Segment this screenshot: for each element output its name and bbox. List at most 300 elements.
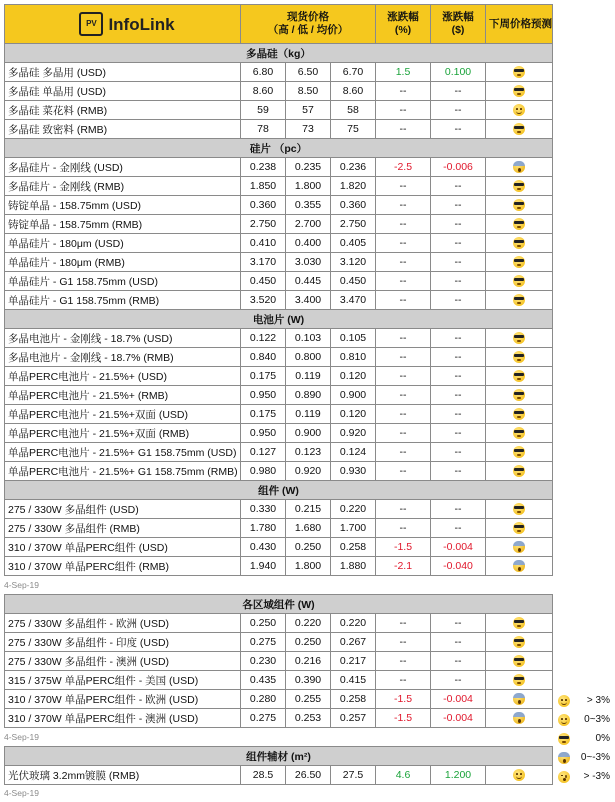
- product-name: 铸锭单晶 - 158.75mm (USD): [5, 196, 241, 215]
- price-high: 0.127: [241, 443, 286, 462]
- price-avg: 0.900: [331, 386, 376, 405]
- change-percent: --: [376, 500, 431, 519]
- table-row: [5, 348, 553, 367]
- price-avg: 0.124: [331, 443, 376, 462]
- price-low: 0.355: [286, 196, 331, 215]
- price-low: 0.119: [286, 405, 331, 424]
- scream-face-icon: [513, 161, 525, 173]
- table-row: [5, 462, 553, 481]
- product-name: 275 / 330W 多晶组件 (USD): [5, 500, 241, 519]
- price-high: 0.840: [241, 348, 286, 367]
- price-avg: 3.120: [331, 253, 376, 272]
- table-row: [5, 177, 553, 196]
- tired-face-icon: [558, 771, 570, 783]
- change-percent: --: [376, 177, 431, 196]
- price-high: 2.750: [241, 215, 286, 234]
- product-name: 单晶硅片 - 180μm (RMB): [5, 253, 241, 272]
- product-name: 275 / 330W 多晶组件 - 欧洲 (USD): [5, 614, 241, 633]
- product-name: 多晶电池片 - 金刚线 - 18.7% (RMB): [5, 348, 241, 367]
- table-row: [5, 519, 553, 538]
- price-low: 0.220: [286, 614, 331, 633]
- change-percent: --: [376, 272, 431, 291]
- price-low: 6.50: [286, 63, 331, 82]
- table-header-row: [5, 5, 553, 44]
- table-row: [5, 367, 553, 386]
- change-amount: --: [431, 291, 486, 310]
- change-percent: --: [376, 405, 431, 424]
- price-low: 0.119: [286, 367, 331, 386]
- legend-item: [556, 732, 614, 746]
- forecast-cell: [486, 329, 553, 348]
- spot-price-header: [241, 5, 376, 44]
- change-percent: --: [376, 671, 431, 690]
- cool-face-icon: [513, 389, 525, 401]
- pv-logo-icon: PV: [79, 12, 103, 36]
- change-percent: --: [376, 633, 431, 652]
- price-high: 8.60: [241, 82, 286, 101]
- table-row: [5, 500, 553, 519]
- forecast-cell: [486, 253, 553, 272]
- price-high: 59: [241, 101, 286, 120]
- change-amount: 0.100: [431, 63, 486, 82]
- price-avg: 0.220: [331, 500, 376, 519]
- cool-face-icon: [513, 370, 525, 382]
- cool-face-icon: [513, 617, 525, 629]
- price-high: 0.275: [241, 709, 286, 728]
- price-low: 0.920: [286, 462, 331, 481]
- table-row: [5, 709, 553, 728]
- price-low: 1.800: [286, 557, 331, 576]
- forecast-cell: [486, 291, 553, 310]
- change-amount: --: [431, 82, 486, 101]
- product-name: 310 / 370W 单晶PERC组件 (USD): [5, 538, 241, 557]
- change-percent: 1.5: [376, 63, 431, 82]
- forecast-cell: [486, 101, 553, 120]
- change-percent: -1.5: [376, 538, 431, 557]
- price-low: 0.400: [286, 234, 331, 253]
- price-high: 6.80: [241, 63, 286, 82]
- table-row: [5, 671, 553, 690]
- change-amount: --: [431, 367, 486, 386]
- product-name: 310 / 370W 单晶PERC组件 (RMB): [5, 557, 241, 576]
- price-avg: 75: [331, 120, 376, 139]
- date-label: 4-Sep-19: [4, 580, 39, 590]
- section-title: 电池片 (W): [5, 310, 553, 329]
- price-low: 3.400: [286, 291, 331, 310]
- change-percent: --: [376, 614, 431, 633]
- price-avg: 0.415: [331, 671, 376, 690]
- table-row: [5, 253, 553, 272]
- product-name: 单晶PERC电池片 - 21.5%+ G1 158.75mm (USD): [5, 443, 241, 462]
- price-low: 1.800: [286, 177, 331, 196]
- price-low: 0.890: [286, 386, 331, 405]
- table-row: [5, 443, 553, 462]
- table-row: [5, 614, 553, 633]
- price-high: 0.950: [241, 424, 286, 443]
- forecast-cell: [486, 462, 553, 481]
- change-amount: --: [431, 500, 486, 519]
- date-label: 4-Sep-19: [4, 788, 39, 798]
- cool-face-icon: [513, 503, 525, 515]
- forecast-cell: [486, 690, 553, 709]
- product-name: 单晶PERC电池片 - 21.5%+ (RMB): [5, 386, 241, 405]
- table-row: [5, 101, 553, 120]
- price-high: 0.122: [241, 329, 286, 348]
- cool-face-icon: [513, 408, 525, 420]
- change-amount: -0.040: [431, 557, 486, 576]
- price-avg: 8.60: [331, 82, 376, 101]
- change-percent: --: [376, 196, 431, 215]
- price-high: 0.280: [241, 690, 286, 709]
- change-amount: -0.004: [431, 690, 486, 709]
- price-low: 73: [286, 120, 331, 139]
- cool-face-icon: [513, 674, 525, 686]
- change-usd-header: [431, 5, 486, 44]
- smile-face-icon: [513, 769, 525, 781]
- price-avg: 0.920: [331, 424, 376, 443]
- cool-face-icon: [513, 85, 525, 97]
- product-name: 275 / 330W 多晶组件 (RMB): [5, 519, 241, 538]
- change-amount: --: [431, 633, 486, 652]
- product-name: 多晶硅 多晶用 (USD): [5, 63, 241, 82]
- section-header-row: [5, 44, 553, 63]
- price-avg: 58: [331, 101, 376, 120]
- table-row: [5, 329, 553, 348]
- cool-face-icon: [513, 275, 525, 287]
- table-row: [5, 766, 553, 785]
- cool-face-icon: [558, 733, 570, 745]
- price-high: 28.5: [241, 766, 286, 785]
- product-name: 315 / 375W 单晶PERC组件 - 美国 (USD): [5, 671, 241, 690]
- forecast-cell: [486, 538, 553, 557]
- forecast-cell: [486, 367, 553, 386]
- change-amount: --: [431, 519, 486, 538]
- change-percent: --: [376, 82, 431, 101]
- price-avg: 0.267: [331, 633, 376, 652]
- forecast-cell: [486, 234, 553, 253]
- price-avg: 0.450: [331, 272, 376, 291]
- cool-face-icon: [513, 66, 525, 78]
- table-row: [5, 405, 553, 424]
- forecast-cell: [486, 652, 553, 671]
- forecast-cell: [486, 443, 553, 462]
- price-high: 0.450: [241, 272, 286, 291]
- price-low: 0.445: [286, 272, 331, 291]
- cool-face-icon: [513, 427, 525, 439]
- forecast-cell: [486, 709, 553, 728]
- product-name: 铸锭单晶 - 158.75mm (RMB): [5, 215, 241, 234]
- change-percent: --: [376, 253, 431, 272]
- forecast-cell: [486, 500, 553, 519]
- price-avg: 0.120: [331, 367, 376, 386]
- table-row: [5, 196, 553, 215]
- legend-label: > -3%: [583, 771, 610, 782]
- price-low: 0.235: [286, 158, 331, 177]
- product-name: 275 / 330W 多晶组件 - 印度 (USD): [5, 633, 241, 652]
- change-amount: --: [431, 272, 486, 291]
- forecast-cell: [486, 215, 553, 234]
- forecast-cell: [486, 766, 553, 785]
- smile-face-icon: [513, 104, 525, 116]
- forecast-cell: [486, 633, 553, 652]
- legend-item: [556, 713, 614, 727]
- change-amount: 1.200: [431, 766, 486, 785]
- table-row: [5, 538, 553, 557]
- forecast-cell: [486, 272, 553, 291]
- date-label: 4-Sep-19: [4, 732, 39, 742]
- table-row: [5, 82, 553, 101]
- price-avg: 0.258: [331, 690, 376, 709]
- product-name: 多晶硅 菜花料 (RMB): [5, 101, 241, 120]
- product-name: 单晶PERC电池片 - 21.5%+双面 (USD): [5, 405, 241, 424]
- product-name: 单晶硅片 - G1 158.75mm (USD): [5, 272, 241, 291]
- section-title: 组件 (W): [5, 481, 553, 500]
- section-title: 硅片 （pc）: [5, 139, 553, 158]
- table-row: [5, 386, 553, 405]
- price-high: 0.238: [241, 158, 286, 177]
- table-row: [5, 690, 553, 709]
- change-percent: --: [376, 348, 431, 367]
- section-header-row: [5, 595, 553, 614]
- cool-face-icon: [513, 123, 525, 135]
- price-low: 8.50: [286, 82, 331, 101]
- price-high: 1.780: [241, 519, 286, 538]
- price-avg: 1.700: [331, 519, 376, 538]
- forecast-cell: [486, 82, 553, 101]
- price-avg: 0.257: [331, 709, 376, 728]
- change-percent: --: [376, 462, 431, 481]
- change-percent: --: [376, 652, 431, 671]
- price-high: 0.435: [241, 671, 286, 690]
- change-usd-unit: ($): [451, 24, 465, 36]
- change-pct-unit: (%): [394, 24, 412, 36]
- forecast-cell: [486, 405, 553, 424]
- forecast-cell: [486, 386, 553, 405]
- change-percent: -1.5: [376, 690, 431, 709]
- price-avg: 0.930: [331, 462, 376, 481]
- price-avg: 0.220: [331, 614, 376, 633]
- price-low: 0.390: [286, 671, 331, 690]
- price-low: 0.250: [286, 538, 331, 557]
- price-low: 0.215: [286, 500, 331, 519]
- forecast-header: 下周价格预测: [486, 5, 553, 44]
- price-avg: 0.360: [331, 196, 376, 215]
- legend-label: > 3%: [586, 695, 610, 706]
- change-amount: --: [431, 652, 486, 671]
- cool-face-icon: [513, 351, 525, 363]
- change-percent: -1.5: [376, 709, 431, 728]
- price-avg: 0.810: [331, 348, 376, 367]
- price-low: 2.700: [286, 215, 331, 234]
- table-row: [5, 234, 553, 253]
- price-low: 1.680: [286, 519, 331, 538]
- product-name: 275 / 330W 多晶组件 - 澳洲 (USD): [5, 652, 241, 671]
- scream-face-icon: [513, 560, 525, 572]
- price-avg: 0.405: [331, 234, 376, 253]
- section-header-row: [5, 747, 553, 766]
- change-amount: --: [431, 215, 486, 234]
- price-high: 1.940: [241, 557, 286, 576]
- price-low: 0.800: [286, 348, 331, 367]
- product-name: 单晶PERC电池片 - 21.5%+ (USD): [5, 367, 241, 386]
- price-low: 0.253: [286, 709, 331, 728]
- price-high: 0.980: [241, 462, 286, 481]
- price-avg: 0.217: [331, 652, 376, 671]
- change-amount: --: [431, 329, 486, 348]
- price-low: 0.123: [286, 443, 331, 462]
- forecast-cell: [486, 63, 553, 82]
- cool-face-icon: [513, 655, 525, 667]
- cool-face-icon: [513, 522, 525, 534]
- logo: [5, 5, 241, 44]
- price-low: 3.030: [286, 253, 331, 272]
- smile-face-icon: [558, 714, 570, 726]
- scream-face-icon: [513, 541, 525, 553]
- cool-face-icon: [513, 256, 525, 268]
- change-percent: --: [376, 519, 431, 538]
- table-row: [5, 291, 553, 310]
- change-pct-header: [376, 5, 431, 44]
- section-title: 各区域组件 (W): [5, 595, 553, 614]
- table-row: [5, 424, 553, 443]
- cool-face-icon: [513, 465, 525, 477]
- change-amount: --: [431, 120, 486, 139]
- price-avg: 27.5: [331, 766, 376, 785]
- price-avg: 0.120: [331, 405, 376, 424]
- scream-face-icon: [513, 712, 525, 724]
- change-percent: --: [376, 329, 431, 348]
- table-row: [5, 633, 553, 652]
- product-name: 多晶硅 单晶用 (USD): [5, 82, 241, 101]
- change-amount: -0.004: [431, 538, 486, 557]
- cool-face-icon: [513, 294, 525, 306]
- change-percent: --: [376, 215, 431, 234]
- change-pct-label: 涨跌幅: [387, 11, 419, 23]
- product-name: 310 / 370W 单晶PERC组件 - 澳洲 (USD): [5, 709, 241, 728]
- change-amount: --: [431, 405, 486, 424]
- change-amount: --: [431, 196, 486, 215]
- forecast-cell: [486, 196, 553, 215]
- spot-price-sublabel: （高 / 低 / 均价）: [267, 24, 349, 36]
- price-low: 26.50: [286, 766, 331, 785]
- price-low: 0.255: [286, 690, 331, 709]
- forecast-cell: [486, 614, 553, 633]
- table-row: [5, 557, 553, 576]
- scream-face-icon: [513, 693, 525, 705]
- price-avg: 6.70: [331, 63, 376, 82]
- forecast-cell: [486, 557, 553, 576]
- change-percent: -2.5: [376, 158, 431, 177]
- section-title: 多晶硅（kg）: [5, 44, 553, 63]
- forecast-cell: [486, 671, 553, 690]
- legend-item: [556, 694, 614, 708]
- table-row: [5, 63, 553, 82]
- price-avg: 2.750: [331, 215, 376, 234]
- table-row: [5, 652, 553, 671]
- change-percent: --: [376, 120, 431, 139]
- forecast-cell: [486, 348, 553, 367]
- table-row: [5, 272, 553, 291]
- product-name: 单晶硅片 - 180μm (USD): [5, 234, 241, 253]
- section-header-row: [5, 139, 553, 158]
- price-high: 78: [241, 120, 286, 139]
- price-avg: 0.105: [331, 329, 376, 348]
- cool-face-icon: [513, 218, 525, 230]
- change-percent: --: [376, 424, 431, 443]
- price-high: 0.330: [241, 500, 286, 519]
- change-percent: --: [376, 386, 431, 405]
- price-high: 3.520: [241, 291, 286, 310]
- price-low: 0.250: [286, 633, 331, 652]
- change-amount: -0.004: [431, 709, 486, 728]
- price-high: 0.230: [241, 652, 286, 671]
- price-avg: 0.258: [331, 538, 376, 557]
- scream-face-icon: [558, 752, 570, 764]
- product-name: 单晶PERC电池片 - 21.5%+双面 (RMB): [5, 424, 241, 443]
- price-low: 0.216: [286, 652, 331, 671]
- change-amount: --: [431, 614, 486, 633]
- change-percent: --: [376, 234, 431, 253]
- cool-face-icon: [513, 237, 525, 249]
- product-name: 多晶电池片 - 金刚线 - 18.7% (USD): [5, 329, 241, 348]
- forecast-cell: [486, 177, 553, 196]
- change-amount: --: [431, 177, 486, 196]
- price-high: 0.175: [241, 405, 286, 424]
- table-row: [5, 158, 553, 177]
- logo-text: InfoLink: [108, 14, 175, 34]
- legend-label: 0~-3%: [580, 752, 610, 763]
- price-table-regional: [4, 594, 553, 728]
- change-amount: --: [431, 234, 486, 253]
- forecast-cell: [486, 158, 553, 177]
- cool-face-icon: [513, 199, 525, 211]
- legend-label: 0~3%: [584, 714, 610, 725]
- cool-face-icon: [513, 180, 525, 192]
- price-avg: 3.470: [331, 291, 376, 310]
- section-title: 组件辅材 (m²): [5, 747, 553, 766]
- change-amount: --: [431, 253, 486, 272]
- product-name: 多晶硅片 - 金刚线 (RMB): [5, 177, 241, 196]
- price-high: 0.360: [241, 196, 286, 215]
- price-low: 0.900: [286, 424, 331, 443]
- product-name: 多晶硅片 - 金刚线 (USD): [5, 158, 241, 177]
- legend-item: [556, 751, 614, 765]
- change-amount: --: [431, 101, 486, 120]
- price-high: 0.250: [241, 614, 286, 633]
- product-name: 单晶PERC电池片 - 21.5%+ G1 158.75mm (RMB): [5, 462, 241, 481]
- change-amount: --: [431, 348, 486, 367]
- price-high: 0.430: [241, 538, 286, 557]
- cool-face-icon: [513, 446, 525, 458]
- product-name: 光伏玻璃 3.2mm镀膜 (RMB): [5, 766, 241, 785]
- price-high: 0.410: [241, 234, 286, 253]
- forecast-cell: [486, 120, 553, 139]
- price-avg: 1.820: [331, 177, 376, 196]
- change-amount: --: [431, 443, 486, 462]
- spot-price-label: 现货价格: [287, 11, 329, 23]
- product-name: 多晶硅 致密料 (RMB): [5, 120, 241, 139]
- smile-face-icon: [558, 695, 570, 707]
- product-name: 310 / 370W 单晶PERC组件 - 欧洲 (USD): [5, 690, 241, 709]
- price-high: 1.850: [241, 177, 286, 196]
- change-percent: -2.1: [376, 557, 431, 576]
- price-table-materials: [4, 746, 553, 785]
- change-percent: 4.6: [376, 766, 431, 785]
- price-high: 3.170: [241, 253, 286, 272]
- cool-face-icon: [513, 332, 525, 344]
- price-high: 0.175: [241, 367, 286, 386]
- change-percent: --: [376, 367, 431, 386]
